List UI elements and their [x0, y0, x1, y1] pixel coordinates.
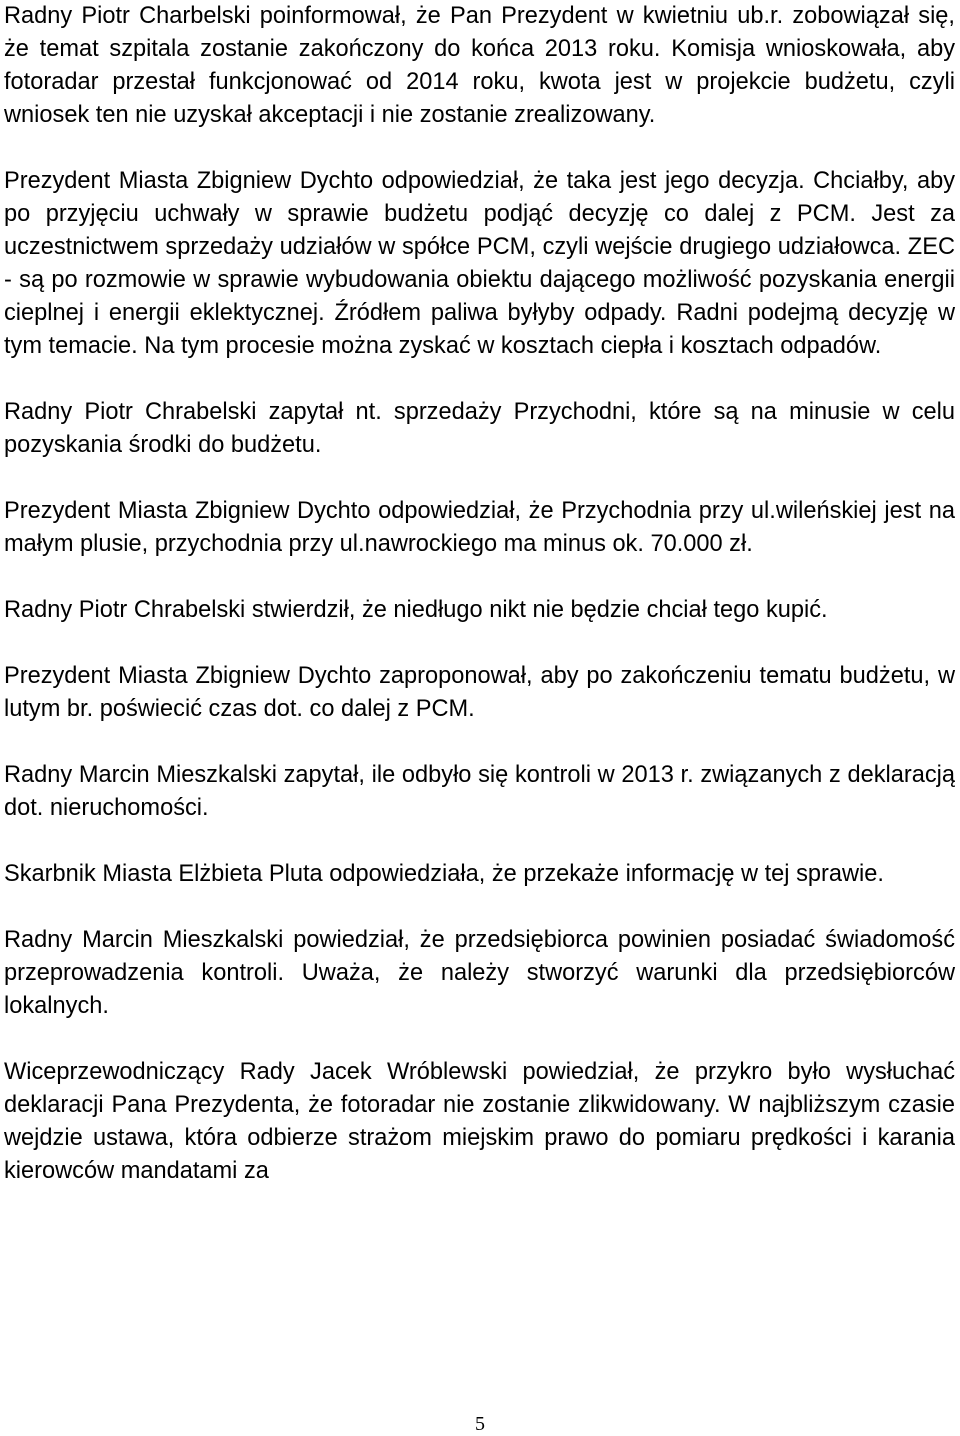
paragraph-prezydent-przychodnie: Prezydent Miasta Zbigniew Dychto odpowiedział, że Przychodnia przy ul.wileńskiej jest na małym plusie, przychodnia przy ul.nawrockiego ma minus ok. 70.000 zł.	[4, 498, 955, 557]
paragraph-chrabelski-kupic: Radny Piotr Chrabelski stwierdził, że niedługo nikt nie będzie chciał tego kupić.	[4, 597, 828, 623]
paragraph-chrabelski-przychodnie: Radny Piotr Chrabelski zapytał nt. sprzedaży Przychodni, które są na minusie w celu pozyskania środki do budżetu.	[4, 399, 955, 458]
document-page	[4, 0, 955, 1188]
paragraph-mieszkalski-kontrole: Radny Marcin Mieszkalski zapytał, ile odbyło się kontroli w 2013 r. związanych z deklaracją dot. nieruchomości.	[4, 762, 955, 821]
paragraph-wroblewski-fotoradar: Wiceprzewodniczący Rady Jacek Wróblewski powiedział, że przykro było wysłuchać deklaracji Pana Prezydenta, że fotoradar nie zostanie zlikwidowany. W najbliższym czasie wejdzie ustawa, która odbierze strażom miejskim prawo do pomiaru prędkości i karania kierowców mandatami za	[4, 1059, 955, 1184]
paragraph-charbelski-szpital-fotoradar: Radny Piotr Charbelski poinformował, że Pan Prezydent w kwietniu ub.r. zobowiązał się, że temat szpitala zostanie zakończony do końca 2013 roku. Komisja wnioskowała, aby fotoradar przestał funkcjonować od 2014 roku, kwota jest w projekcie budżetu, czyli wniosek ten nie uzyskał akceptacji i nie zostanie zrealizowany.	[4, 3, 955, 128]
paragraph-mieszkalski-przedsiebiorcy: Radny Marcin Mieszkalski powiedział, że przedsiębiorca powinien posiadać świadomość przeprowadzenia kontroli. Uważa, że należy stworzyć warunki dla przedsiębiorców lokalnych.	[4, 927, 955, 1019]
paragraph-skarbnik-informacja: Skarbnik Miasta Elżbieta Pluta odpowiedziała, że przekaże informację w tej sprawie.	[4, 861, 884, 887]
paragraph-prezydent-decyzja-pcm-zec: Prezydent Miasta Zbigniew Dychto odpowiedział, że taka jest jego decyzja. Chciałby, aby po przyjęciu uchwały w sprawie budżetu podjąć decyzję co dalej z PCM. Jest za uczestnictwem sprzedaży udziałów w spółce PCM, czyli wejście drugiego udziałowca. ZEC - są po rozmowie w sprawie wybudowania obiektu dającego możliwość pozyskania energii cieplnej i energii eklektycznej. Źródłem paliwa byłyby odpady. Radni podejmą decyzję w tym temacie. Na tym procesie można zyskać w kosztach ciepła i kosztach odpadów.	[4, 168, 955, 359]
paragraph-prezydent-budzet-pcm: Prezydent Miasta Zbigniew Dychto zaproponował, aby po zakończeniu tematu budżetu, w lutym br. poświecić czas dot. co dalej z PCM.	[4, 663, 955, 722]
page-number: 5	[475, 1413, 485, 1435]
